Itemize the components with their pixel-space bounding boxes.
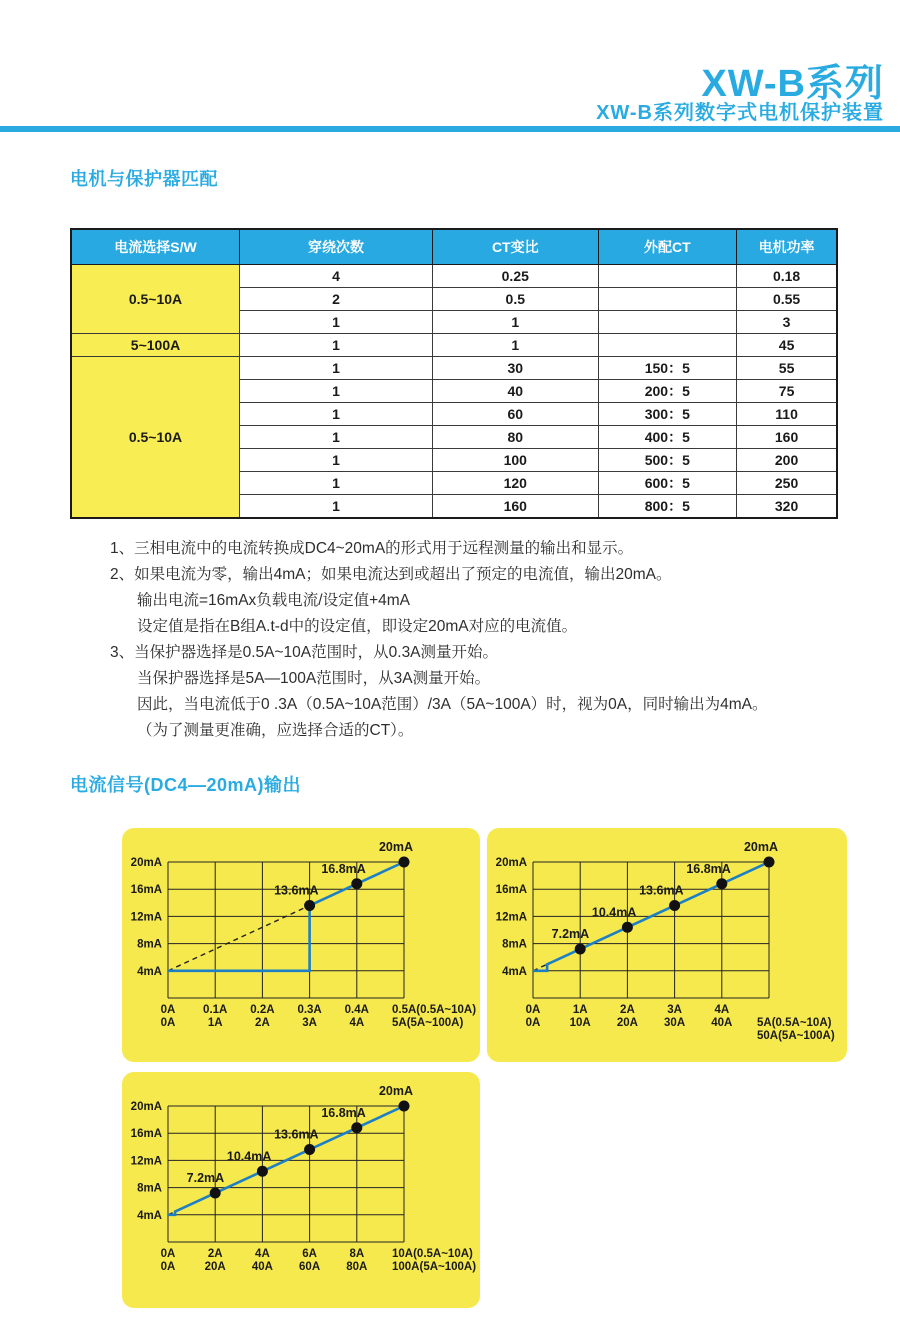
table-cell: 55 <box>737 357 837 380</box>
x-tick-label-bottom: 40A <box>711 1017 733 1029</box>
x-tick-label-bottom: 5A(5A~100A) <box>392 1017 464 1029</box>
y-tick-label: 16mA <box>495 884 527 897</box>
table-cell: 1 <box>240 449 433 472</box>
column-header: 穿绕次数 <box>240 229 433 265</box>
x-tick-label-bottom: 20A <box>616 1017 638 1029</box>
note-line: 设定值是指在B组A.t-d中的设定值，即设定20mA对应的电流值。 <box>137 618 578 635</box>
table-cell: 40 <box>433 380 598 403</box>
x-tick-label-top: 0A <box>525 1004 541 1016</box>
column-header: 电机功率 <box>737 229 837 265</box>
table-cell: 100 <box>433 449 598 472</box>
chart-output-0p5A-range <box>122 828 480 1062</box>
table-cell: 600：5 <box>598 472 737 495</box>
column-header: CT变比 <box>433 229 598 265</box>
x-tick-label-bottom: 10A <box>569 1017 591 1029</box>
table-cell: 400：5 <box>598 426 737 449</box>
x-tick-label-bottom: 0A <box>160 1261 176 1273</box>
x-tick-label-top: 2A <box>620 1004 635 1016</box>
table-cell: 1 <box>433 334 598 357</box>
chart-svg <box>487 828 847 1062</box>
data-point <box>669 900 680 911</box>
x-tick-label-bottom: 3A <box>302 1017 317 1029</box>
table-cell: 0.18 <box>737 265 837 288</box>
data-point <box>304 900 315 911</box>
x-tick-label-top: 0.1A <box>203 1004 228 1016</box>
section-title-motor-protector-matching: 电机与保护器匹配 <box>70 169 218 189</box>
data-point <box>351 878 362 889</box>
table-cell <box>598 288 737 311</box>
table-cell: 150：5 <box>598 357 737 380</box>
table-cell: 300：5 <box>598 403 737 426</box>
motor-matching-table <box>70 228 838 519</box>
table-row <box>71 265 837 288</box>
data-point <box>351 1122 362 1133</box>
note-line: 1、三相电流中的电流转换成DC4~20mA的形式用于远程测量的输出和显示。 <box>110 540 634 557</box>
table-cell: 500：5 <box>598 449 737 472</box>
y-tick-label: 20mA <box>130 857 162 869</box>
table-cell: 1 <box>240 472 433 495</box>
table-cell <box>598 311 737 334</box>
y-tick-label: 20mA <box>495 857 527 869</box>
table-cell: 4 <box>240 265 433 288</box>
table-cell: 1 <box>240 403 433 426</box>
x-tick-label-top: 8A <box>349 1248 365 1260</box>
data-point <box>399 1101 410 1112</box>
x-tick-label-bottom: 4A <box>349 1017 365 1029</box>
data-point <box>257 1166 268 1177</box>
x-tick-label-bottom: 0A <box>525 1017 541 1029</box>
table-cell: 800：5 <box>598 495 737 519</box>
table-cell: 120 <box>433 472 598 495</box>
x-tick-label-bottom: 2A <box>255 1017 270 1029</box>
chart-output-5A-range <box>487 828 847 1062</box>
x-tick-label-bottom: 20A <box>204 1261 226 1273</box>
data-point <box>210 1188 221 1199</box>
dashed-reference-line <box>168 906 310 971</box>
data-point <box>399 857 410 868</box>
x-tick-label-bottom: 30A <box>664 1017 686 1029</box>
chart-output-10A-range <box>122 1072 480 1308</box>
table-cell: 320 <box>737 495 837 519</box>
data-point-label: 7.2mA <box>551 927 590 942</box>
y-tick-label: 8mA <box>137 938 162 951</box>
note-line: 3、当保护器选择是0.5A~10A范围时，从0.3A测量开始。 <box>110 644 499 661</box>
table-cell: 250 <box>737 472 837 495</box>
note-line: （为了测量更准确，应选择合适的CT）。 <box>137 722 414 739</box>
table-row <box>71 357 837 380</box>
table-cell: 1 <box>240 426 433 449</box>
y-tick-label: 16mA <box>130 884 162 897</box>
data-point <box>764 857 775 868</box>
table-cell: 2 <box>240 288 433 311</box>
y-tick-label: 16mA <box>130 1128 162 1141</box>
data-point-label: 10.4mA <box>591 905 637 920</box>
table-cell <box>598 334 737 357</box>
table-cell <box>598 265 737 288</box>
table-cell: 110 <box>737 403 837 426</box>
data-point <box>622 922 633 933</box>
section-title-current-signal-output: 电流信号(DC4—20mA)输出 <box>70 775 302 795</box>
data-point-label: 20mA <box>378 840 413 854</box>
table-body <box>71 265 837 519</box>
table-cell: 80 <box>433 426 598 449</box>
y-tick-label: 4mA <box>137 965 162 978</box>
table-cell: 30 <box>433 357 598 380</box>
x-tick-label-top: 0.5A(0.5A~10A) <box>392 1004 477 1016</box>
x-tick-label-top: 10A(0.5A~10A) <box>392 1248 473 1260</box>
y-tick-label: 12mA <box>130 911 162 924</box>
y-tick-label: 8mA <box>502 938 527 951</box>
x-tick-label-bottom: 60A <box>299 1261 321 1273</box>
data-point-label: 20mA <box>378 1084 413 1098</box>
data-point-label: 20mA <box>743 840 778 854</box>
table-cell: 0.55 <box>737 288 837 311</box>
x-tick-label-top: 1A <box>572 1004 588 1016</box>
data-point-label: 13.6mA <box>274 1127 319 1142</box>
table-cell: 160 <box>433 495 598 519</box>
y-tick-label: 4mA <box>137 1209 162 1222</box>
column-header: 电流选择S/W <box>71 229 240 265</box>
table-cell: 1 <box>240 311 433 334</box>
x-tick-label-bottom: 80A <box>346 1261 368 1273</box>
current-range-cell: 0.5~10A <box>71 265 240 334</box>
data-point-label: 7.2mA <box>186 1171 225 1186</box>
data-point <box>304 1144 315 1155</box>
x-tick-label-top: 6A <box>302 1248 317 1260</box>
y-tick-label: 12mA <box>130 1155 162 1168</box>
current-range-cell: 5~100A <box>71 334 240 357</box>
table-row <box>71 334 837 357</box>
table-cell: 200 <box>737 449 837 472</box>
data-point-label: 13.6mA <box>274 883 319 898</box>
chart-svg <box>122 1072 480 1308</box>
data-point <box>575 944 586 955</box>
column-header: 外配CT <box>598 229 737 265</box>
table-cell: 160 <box>737 426 837 449</box>
page-title: XW-B系列 <box>701 63 884 105</box>
note-line: 当保护器选择是5A—100A范围时，从3A测量开始。 <box>137 670 491 687</box>
x-tick-label-bottom: 50A(5A~100A) <box>757 1030 835 1042</box>
table-cell: 60 <box>433 403 598 426</box>
table-cell: 75 <box>737 380 837 403</box>
x-tick-label-top: 0A <box>160 1004 176 1016</box>
note-line: 2、如果电流为零，输出4mA；如果电流达到或超出了预定的电流值，输出20mA。 <box>110 566 672 583</box>
data-point-label: 16.8mA <box>321 1105 366 1120</box>
table-header-row <box>71 229 837 265</box>
x-tick-label-bottom: 100A(5A~100A) <box>392 1261 477 1273</box>
table-cell: 1 <box>240 334 433 357</box>
y-tick-label: 4mA <box>502 965 527 978</box>
note-line: 输出电流=16mAx负载电流/设定值+4mA <box>137 592 411 609</box>
x-tick-label-top: 3A <box>667 1004 682 1016</box>
y-tick-label: 12mA <box>495 911 527 924</box>
x-tick-label-top: 4A <box>255 1248 270 1260</box>
x-tick-label-top: 0A <box>160 1248 176 1260</box>
data-point <box>716 878 727 889</box>
x-tick-label-bottom: 1A <box>207 1017 223 1029</box>
x-tick-label-top: 0.3A <box>297 1004 322 1016</box>
table-cell: 0.25 <box>433 265 598 288</box>
table-header <box>71 229 837 265</box>
x-tick-label-top: 2A <box>207 1248 223 1260</box>
x-tick-label-bottom: 40A <box>251 1261 273 1273</box>
notes-block <box>110 536 830 744</box>
x-tick-label-top: 5A(0.5A~10A) <box>757 1017 832 1029</box>
table-cell: 0.5 <box>433 288 598 311</box>
x-tick-label-top: 0.4A <box>344 1004 369 1016</box>
current-range-cell: 0.5~10A <box>71 357 240 519</box>
table-cell: 1 <box>240 357 433 380</box>
note-line: 因此，当电流低于0 .3A（0.5A~10A范围）/3A（5A~100A）时，视为0A，同时输出为4mA。 <box>137 696 768 713</box>
table-cell: 1 <box>433 311 598 334</box>
table-cell: 45 <box>737 334 837 357</box>
table-cell: 1 <box>240 380 433 403</box>
page-subtitle: XW-B系列数字式电机保护装置 <box>596 102 884 124</box>
table-cell: 1 <box>240 495 433 519</box>
x-tick-label-top: 0.2A <box>250 1004 275 1016</box>
x-tick-label-bottom: 0A <box>160 1017 176 1029</box>
header-divider <box>0 126 900 132</box>
data-point-label: 10.4mA <box>226 1149 272 1164</box>
y-tick-label: 20mA <box>130 1101 162 1113</box>
data-point-label: 16.8mA <box>321 861 366 876</box>
data-point-label: 13.6mA <box>639 883 684 898</box>
table-cell: 200：5 <box>598 380 737 403</box>
table-cell: 3 <box>737 311 837 334</box>
data-point-label: 16.8mA <box>686 861 731 876</box>
chart-svg <box>122 828 480 1062</box>
y-tick-label: 8mA <box>137 1182 162 1195</box>
x-tick-label-top: 4A <box>714 1004 730 1016</box>
